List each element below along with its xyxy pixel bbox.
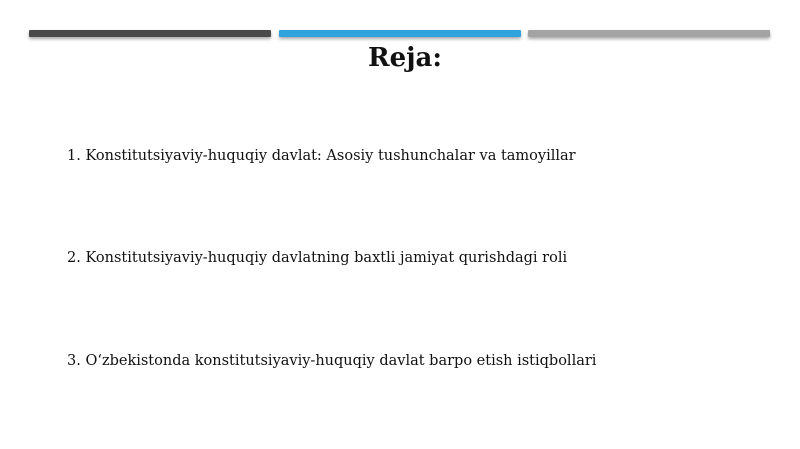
plan-item-2: 2. Konstitutsiyaviy-huquqiy davlatning baxtli jamiyat qurishdagi roli [67,250,568,266]
header-bar-blue [279,30,521,37]
plan-item-3: 3. O‘zbekistonda konstitutsiyaviy-huquqiy davlat barpo etish istiqbollari [67,353,597,369]
plan-item-1: 1. Konstitutsiyaviy-huquqiy davlat: Asosiy tushunchalar va tamoyillar [67,148,576,164]
header-bar-dark [29,30,271,37]
slide-title: Reja: [367,43,442,73]
header-bar-gray [528,30,770,37]
